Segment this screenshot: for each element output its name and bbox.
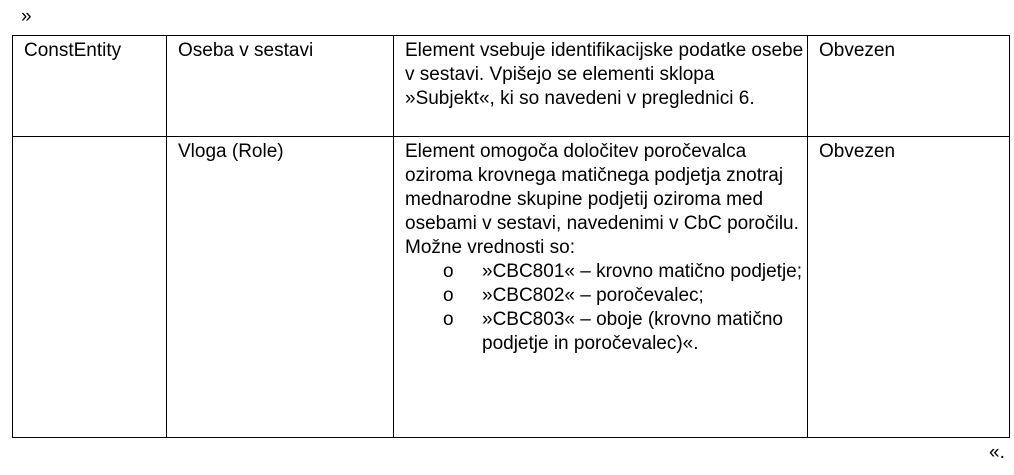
closing-quote: «. — [989, 442, 1005, 463]
element-requirement-cell: Obvezen — [808, 137, 1010, 438]
element-requirement-cell: Obvezen — [808, 36, 1010, 137]
possible-values-list — [405, 260, 807, 356]
description-intro: Element omogoča določitev poročevalca oziroma krovnega matičnega podjetja znotraj mednarodne skupine podjetij oziroma med osebami v sestavi, navedenimi v CbC poročilu. — [405, 141, 799, 234]
list-item — [405, 308, 807, 356]
value-text: »CBC801« – krovno matično podjetje; — [482, 261, 803, 282]
bullet-circle-icon: o — [443, 309, 454, 330]
list-item — [405, 260, 807, 284]
element-label-cell: Vloga (Role) — [167, 137, 394, 438]
list-item — [405, 284, 807, 308]
table-row — [13, 36, 1010, 137]
bullet-circle-icon: o — [443, 261, 454, 282]
bullet-circle-icon: o — [443, 285, 454, 306]
element-name-cell: ConstEntity — [13, 36, 167, 137]
table-row — [13, 137, 1010, 438]
element-description-cell: Element vsebuje identifikacijske podatke osebe v sestavi. Vpišejo se elementi sklopa »Subjekt«, ki so navedeni v preglednici 6. — [394, 36, 808, 137]
value-text: »CBC802« – poročevalec; — [482, 285, 704, 306]
possible-values-label: Možne vrednosti so: — [405, 237, 576, 258]
value-text: »CBC803« – oboje (krovno matično podjetje in poročevalec)«. — [482, 309, 784, 354]
opening-quote: » — [21, 6, 32, 27]
element-name-cell — [13, 137, 167, 438]
element-label-cell: Oseba v sestavi — [167, 36, 394, 137]
elements-table — [12, 35, 1010, 438]
element-description-cell — [394, 137, 808, 438]
